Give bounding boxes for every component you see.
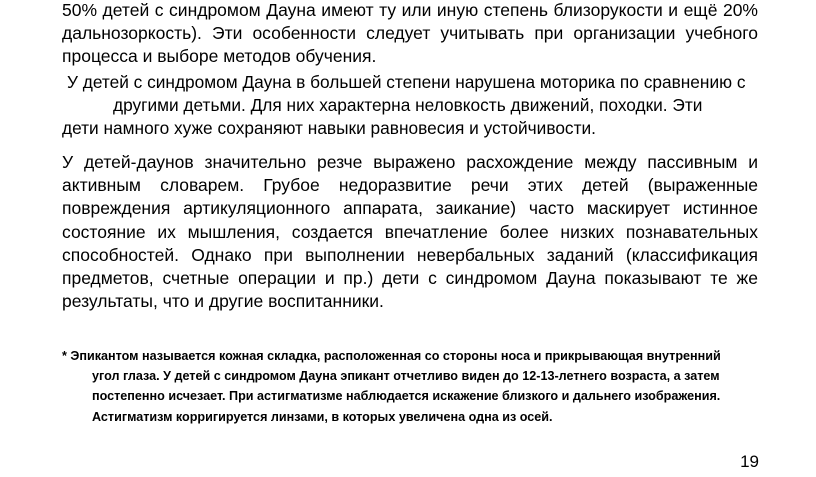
page-number: 19 xyxy=(740,452,759,471)
paragraph-vocabulary: У детей-даунов значительно резче выражено расхождение между пассивным и активным словарем. Грубое недоразвитие речи этих детей (выраженные повреждения артикуляционного аппарата, заикание) часто маскирует истинное состояние их мышления, создается впечатление более низких познавательных способностей. Однако при выполнении невербальных заданий (классификация предметов, счетные операции и пр.) дети с синдромом Дауна показывают те же результаты, что и другие воспитанники. xyxy=(62,152,758,312)
paragraph-motor-skills-line-1: У детей с синдромом Дауна в большей степени нарушена моторика по сравнению с xyxy=(67,72,746,92)
paragraph-motor-skills-line-2: другими детьми. Для них характерна неловкость движений, походки. Эти xyxy=(113,95,703,116)
paragraph-motor-skills-line-3: дети намного хуже сохраняют навыки равновесия и устойчивости. xyxy=(62,118,596,139)
paragraph-vision: 50% детей с синдромом Дауна имеют ту или иную степень близорукости и ещё 20% дальнозоркость). Эти особенности следует учитывать при организации учебного процесса и выборе методов обучения. xyxy=(62,0,758,67)
footnote-line-1: * Эпикантом называется кожная складка, расположенная со стороны носа и прикрывающая внутренний xyxy=(62,349,721,363)
paragraph-motor-skills xyxy=(62,71,758,141)
footnote-line-2: угол глаза. У детей с синдромом Дауна эпикант отчетливо виден до 12-13-летнего возраста, а затем xyxy=(92,369,720,384)
footnote-line-4: Астигматизм корригируется линзами, в которых увеличена одна из осей. xyxy=(92,409,553,424)
footnote xyxy=(62,346,760,427)
footnote-line-3: постепенно исчезает. При астигматизме наблюдается искажение близкого и дальнего изображения. xyxy=(92,389,721,404)
